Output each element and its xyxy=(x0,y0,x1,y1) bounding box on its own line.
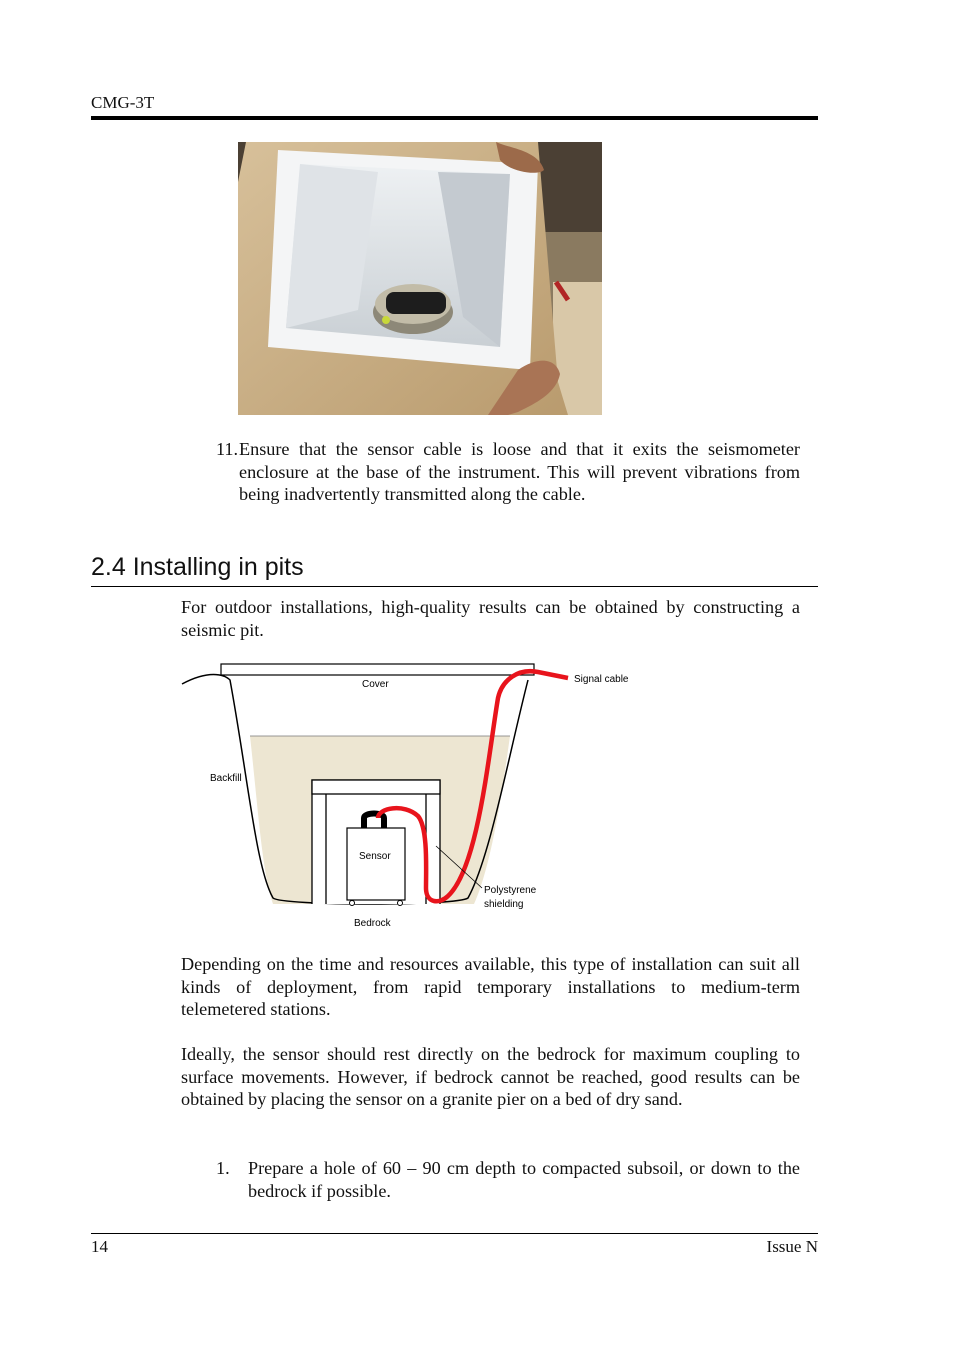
step-1-text: Prepare a hole of 60 – 90 cm depth to compacted subsoil, or down to the bedrock if possible. xyxy=(248,1158,800,1201)
header-rule xyxy=(91,116,818,120)
list-number: 11. xyxy=(216,439,239,459)
step-11-text: Ensure that the sensor cable is loose and that it exits the seismometer enclosure at the base of the instrument. This will prevent vibrations from being inadvertently transmitted along the cable. xyxy=(239,439,800,505)
label-backfill: Backfill xyxy=(210,773,242,784)
sensor-body xyxy=(347,828,405,900)
enclosure-photo xyxy=(238,142,602,415)
section-title: 2.4 Installing in pits xyxy=(91,553,304,581)
label-cover: Cover xyxy=(362,679,389,690)
section-intro: For outdoor installations, high-quality results can be obtained by constructing a seismic pit. xyxy=(181,597,800,640)
footer-rule xyxy=(91,1233,818,1234)
body-paragraph-2: Ideally, the sensor should rest directly on the bedrock for maximum coupling to surface movements. However, if bedrock cannot be reached, good results can be obtained by placing the sensor on a granite pier on a bed of dry sand. xyxy=(181,1044,800,1110)
label-bedrock: Bedrock xyxy=(354,918,391,929)
label-sensor: Sensor xyxy=(359,851,391,862)
page-number: 14 xyxy=(91,1237,108,1256)
section-rule xyxy=(91,586,818,587)
label-polystyrene-1: Polystyrene xyxy=(484,885,537,896)
list-number: 1. xyxy=(216,1158,230,1178)
running-head: CMG-3T xyxy=(91,93,155,112)
label-polystyrene-2: shielding xyxy=(484,899,524,910)
label-signal-cable: Signal cable xyxy=(574,674,629,685)
seismic-pit-diagram xyxy=(178,658,658,938)
polystyrene-lid xyxy=(312,780,440,794)
sensor-foot xyxy=(350,901,355,906)
issue-label: Issue N xyxy=(766,1237,818,1256)
body-paragraph-1: Depending on the time and resources available, this type of installation can suit all kinds of deployment, from rapid temporary installations to medium-term telemetered stations. xyxy=(181,954,800,1020)
pit-cover xyxy=(221,664,534,675)
sensor-foot xyxy=(398,901,403,906)
enclosure-photo-drawing xyxy=(238,142,602,415)
